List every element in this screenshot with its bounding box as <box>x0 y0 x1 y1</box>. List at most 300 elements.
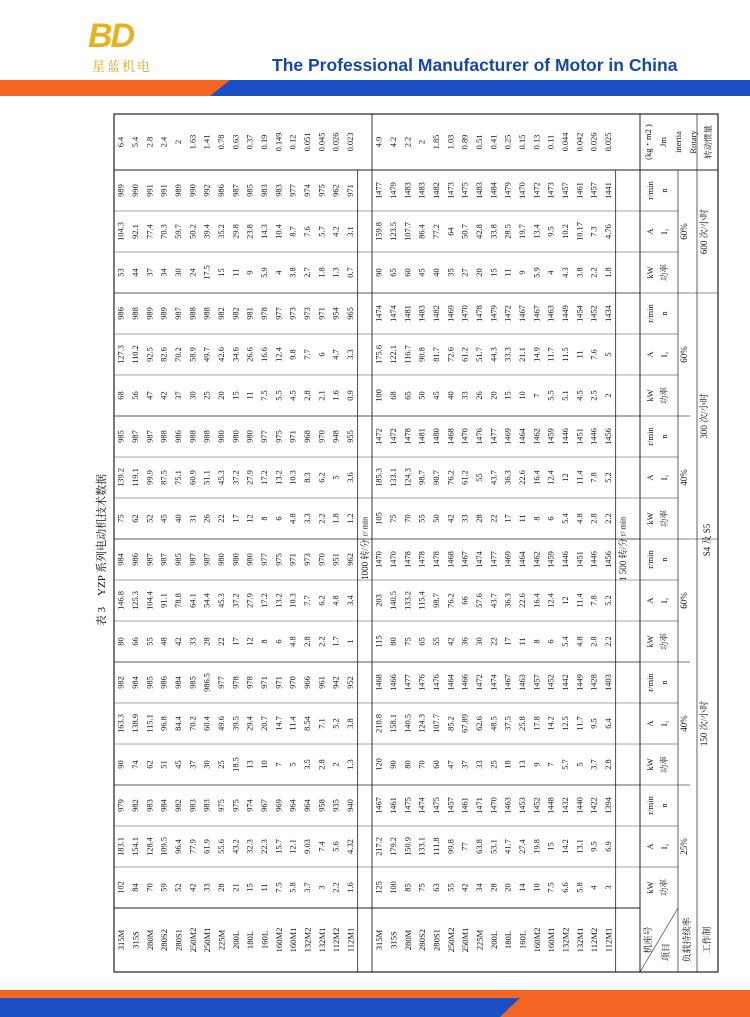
table-cell: 70 <box>145 883 155 892</box>
table-cell: 90 <box>389 760 398 769</box>
table-cell: 159.8 <box>374 222 384 241</box>
table-cell: 12 <box>245 514 255 523</box>
table-cell: 1472 <box>503 305 513 322</box>
header-inertia-line: 转动惯量 <box>703 124 713 160</box>
table-cell: 14.2 <box>561 839 570 854</box>
table-cell: 13.1 <box>575 839 585 854</box>
table-cell: 983 <box>145 799 155 812</box>
table-cell: 12.4 <box>546 593 556 608</box>
table-cell: 2.2 <box>589 267 599 278</box>
table-cell-inertia: 2.4 <box>159 136 169 148</box>
table-cell: 1434 <box>604 305 613 322</box>
table-cell: 42 <box>159 391 169 400</box>
table-cell: 1470 <box>374 551 384 568</box>
table-cell: 25.8 <box>518 716 527 731</box>
table-cell: 962 <box>331 184 341 197</box>
table-cell: 1468 <box>374 674 384 691</box>
table-cell: 4.5 <box>288 390 298 401</box>
table-cell: 1468 <box>446 551 456 568</box>
table-cell: 6 <box>274 516 284 521</box>
table-cell: 2.8 <box>303 636 312 647</box>
table-row-frame: 250M2 <box>187 927 198 953</box>
table-cell: 12.5 <box>561 716 570 731</box>
header-cycle: 300 次/小时 <box>699 393 709 439</box>
table-cell: 77 <box>460 842 470 851</box>
table-cell: 1483 <box>417 182 427 199</box>
table-cell: 1462 <box>532 428 542 445</box>
table-cell: 984 <box>159 799 169 812</box>
table-cell: 56 <box>131 391 140 400</box>
table-cell: 23.8 <box>245 224 255 239</box>
table-cell: 104.4 <box>145 591 155 610</box>
table-row-frame: 160M2 <box>273 927 284 953</box>
table-cell: 7.6 <box>303 226 312 237</box>
table-cell: 8 <box>260 516 269 521</box>
table-cell: 980 <box>217 430 226 443</box>
table-cell: 34 <box>159 268 169 277</box>
table-cell: 37 <box>188 760 198 769</box>
table-cell: 90.8 <box>417 347 427 362</box>
table-cell: 44.3 <box>489 347 499 362</box>
table-cell: 1464 <box>518 428 527 445</box>
table-cell: 7.8 <box>589 472 599 483</box>
table-cell: 99.8 <box>446 839 456 854</box>
table-cell: 22.3 <box>260 839 269 854</box>
table-cell: 11.7 <box>546 347 556 362</box>
table-cell: 971 <box>346 184 355 197</box>
table-cell: 12.4 <box>274 347 284 362</box>
table-cell: 988 <box>202 430 212 443</box>
table-cell: 40 <box>432 268 441 277</box>
table-cell: 52 <box>145 514 155 523</box>
header-power: 功率 <box>659 755 669 774</box>
table-cell: 1470 <box>518 182 527 199</box>
table-cell: 15 <box>546 842 556 851</box>
table-cell: 39.4 <box>202 224 212 239</box>
table-cell: 185.3 <box>374 468 384 487</box>
header-current-unit: A <box>645 228 655 235</box>
table-cell: 11.5 <box>561 347 570 362</box>
table-cell: 3.5 <box>303 759 312 770</box>
table-cell: 980 <box>245 430 255 443</box>
table-cell: 1.6 <box>331 390 341 401</box>
table-cell-inertia: 0.044 <box>561 132 570 152</box>
table-cell: 16.6 <box>260 347 269 362</box>
table-row-frame: 280S2 <box>159 929 170 951</box>
table-cell-inertia: 0.15 <box>518 134 527 150</box>
table-cell: 8.7 <box>288 226 298 237</box>
table-cell: 11.7 <box>575 716 585 731</box>
table-cell: 974 <box>303 184 312 197</box>
table-cell: 14.2 <box>546 716 556 731</box>
table-cell: 988 <box>188 430 198 443</box>
table-cell: 90 <box>116 760 126 769</box>
table-cell: 18.5 <box>231 757 241 772</box>
header-speed: n <box>659 434 669 439</box>
table-cell: 60 <box>403 268 413 277</box>
table-cell: 5.4 <box>561 636 570 647</box>
table-cell: 17 <box>503 514 513 523</box>
table-cell: 1481 <box>403 305 413 322</box>
table-cell: 3.8 <box>288 267 298 278</box>
table-cell: 20 <box>489 391 499 400</box>
table-cell: 40 <box>174 514 183 523</box>
table-cell: 9 <box>532 762 542 767</box>
table-cell: 982 <box>131 799 140 812</box>
table-cell: 8 <box>260 639 269 644</box>
table-cell: 1468 <box>446 428 456 445</box>
table-cell: 22 <box>217 637 226 646</box>
table-row-frame: 200L <box>488 930 499 950</box>
table-cell: 1394 <box>604 797 613 814</box>
table-cell: 971 <box>260 676 269 689</box>
table-cell: 37 <box>145 268 155 277</box>
table-cell: 971 <box>274 676 284 689</box>
table-cell: 1441 <box>604 182 613 199</box>
table-cell: 50 <box>432 514 441 523</box>
table-cell: 1475 <box>432 797 441 814</box>
table-cell: 1.8 <box>604 267 613 278</box>
table-cell-inertia: 0.12 <box>288 134 298 150</box>
table-cell: 58.9 <box>188 347 198 362</box>
table-cell: 983 <box>202 799 212 812</box>
header-power-unit: kW <box>645 266 655 279</box>
table-cell: 22 <box>217 514 226 523</box>
table-row-frame: 132M1 <box>316 927 327 953</box>
table-cell: 70.2 <box>174 347 183 362</box>
table-cell: 133.1 <box>417 837 427 856</box>
table-cell: 5.2 <box>331 718 341 729</box>
table-cell: 60.4 <box>202 716 212 731</box>
table-cell: 51 <box>159 760 169 769</box>
header-cycle: 600 次/小时 <box>699 208 709 255</box>
table-cell: 6.2 <box>317 595 327 606</box>
table-cell: 64.1 <box>188 593 198 608</box>
table-cell: 87.5 <box>159 470 169 485</box>
table-cell: 12.4 <box>546 470 556 485</box>
table-row-frame: 280M <box>144 929 155 951</box>
table-cell: 203 <box>374 594 384 607</box>
table-cell: 7.1 <box>317 718 327 729</box>
table-cell: 26 <box>475 391 484 400</box>
table-cell: 43.2 <box>231 839 241 854</box>
table-cell: 6 <box>546 639 556 644</box>
table-cell: 34 <box>475 883 484 892</box>
table-cell: 45.3 <box>217 470 226 485</box>
table-cell: 1403 <box>604 674 613 691</box>
table-cell: 982 <box>174 799 183 812</box>
table-cell-inertia: 5.4 <box>131 136 140 148</box>
table-cell: 77.2 <box>432 224 441 239</box>
table-cell: 36.3 <box>503 593 513 608</box>
table-cell: 970 <box>317 553 327 566</box>
table-cell-inertia: 0.11 <box>546 134 556 150</box>
table-cell: 3.3 <box>346 349 355 360</box>
table-cell: 10.4 <box>274 224 284 239</box>
table-cell: 1470 <box>460 428 470 445</box>
table-cell: 163.3 <box>116 714 126 733</box>
table-cell: 9.03 <box>303 839 312 854</box>
table-cell: 75.1 <box>174 470 183 485</box>
table-cell: 150.9 <box>403 837 413 856</box>
table-cell: 4.2 <box>331 226 341 237</box>
header-inertia-line: Jm <box>658 137 668 147</box>
header-current-unit: A <box>645 843 655 850</box>
table-row-frame: 112M2 <box>589 927 600 953</box>
table-cell: 35.2 <box>217 224 226 239</box>
header-duty-value: 60% <box>679 346 689 363</box>
table-cell: 80 <box>389 637 398 646</box>
table-cell: 9.5 <box>589 841 599 852</box>
table-cell: 1459 <box>546 551 556 568</box>
table-cell: 44 <box>131 268 140 277</box>
table-cell: 4.32 <box>346 839 355 854</box>
table-cell-inertia: 4.2 <box>389 136 398 148</box>
table-cell: 1478 <box>403 428 413 445</box>
table-cell: 982 <box>217 307 226 320</box>
table-cell: 13.2 <box>274 470 284 485</box>
table-cell: 989 <box>116 184 126 197</box>
header-work-system: 工作制 <box>702 926 712 954</box>
table-cell-inertia: 4.9 <box>374 136 384 148</box>
table-row-frame: 160M1 <box>288 927 299 953</box>
table-cell: 1476 <box>475 428 484 445</box>
table-cell: 4 <box>274 270 284 275</box>
table-cell: 7 <box>546 762 556 767</box>
table-cell: 1446 <box>561 551 570 568</box>
table-row-frame: 280M <box>402 929 413 951</box>
table-cell: 61.2 <box>460 470 470 485</box>
table-row-frame: 112M1 <box>345 927 356 953</box>
table-cell: 992 <box>202 184 212 197</box>
table-cell: 24 <box>188 268 198 277</box>
table-cell: 9 <box>245 270 255 275</box>
table-cell: 1463 <box>546 305 556 322</box>
table-cell: 981 <box>245 307 255 320</box>
table-cell: 1457 <box>589 182 599 199</box>
table-cell: 100 <box>374 389 384 402</box>
table-cell: 154.1 <box>131 837 140 856</box>
table-cell: 3.7 <box>589 759 599 770</box>
header-power-unit: kW <box>645 512 655 525</box>
table-cell: 1456 <box>604 551 613 568</box>
table-cell: 80 <box>403 760 413 769</box>
table-cell: 61.2 <box>460 347 470 362</box>
table-cell: 970 <box>317 430 327 443</box>
table-cell: 5.4 <box>561 513 570 524</box>
table-cell: 76.2 <box>446 593 456 608</box>
table-cell: 96.8 <box>159 716 169 731</box>
table-cell: 980 <box>245 553 255 566</box>
table-cell: 68 <box>389 391 398 400</box>
table-cell: 67.89 <box>460 714 470 733</box>
table-cell: 16.4 <box>532 593 542 608</box>
table-cell: 987 <box>202 553 212 566</box>
table-cell: 1464 <box>518 551 527 568</box>
table-cell: 1456 <box>604 428 613 445</box>
table-cell: 1448 <box>546 797 556 814</box>
table-cell: 1480 <box>432 428 441 445</box>
table-cell: 4.8 <box>288 513 298 524</box>
logo-chinese-name: 星蓝机电 <box>92 60 153 75</box>
table-cell: 2.7 <box>303 267 312 278</box>
table-cell: 96.4 <box>174 839 183 854</box>
table-cell: 55 <box>432 637 441 646</box>
table-cell: 987 <box>188 553 198 566</box>
table-cell: 84 <box>131 883 140 892</box>
table-cell: 7.4 <box>317 841 327 852</box>
table-cell: 49.6 <box>217 716 226 731</box>
table-cell: 55.6 <box>217 839 226 854</box>
header-duty-value: 25% <box>679 838 689 855</box>
table-cell: 7.5 <box>260 390 269 401</box>
table-cell: 65 <box>403 391 413 400</box>
table-cell: 979 <box>116 799 126 812</box>
table-cell: 1474 <box>417 797 427 814</box>
table-cell: 962 <box>346 553 355 566</box>
table-cell-inertia: 1.41 <box>202 134 212 150</box>
table-row-frame: 250M2 <box>445 927 456 953</box>
table-cell: 28.5 <box>503 224 513 239</box>
table-cell: 11 <box>231 268 241 277</box>
table-cell: 32.3 <box>245 839 255 854</box>
table-cell: 1469 <box>503 428 513 445</box>
table-cell: 964 <box>303 799 312 812</box>
table-cell: 5.7 <box>561 759 570 770</box>
table-cell: 1467 <box>532 305 542 322</box>
table-row-frame: 280S1 <box>173 929 184 951</box>
table-cell: 11.4 <box>575 470 585 485</box>
table-cell: 14.3 <box>260 224 269 239</box>
table-cell-inertia: 0.045 <box>317 132 327 152</box>
table-cell: 75 <box>417 883 427 892</box>
table-cell: 1474 <box>389 305 398 322</box>
table-cell: 100 <box>389 881 398 894</box>
header-current: I₁ <box>659 720 669 727</box>
table-cell: 36.3 <box>503 470 513 485</box>
table-cell: 110.2 <box>131 345 140 364</box>
table-cell: 2.5 <box>589 390 599 401</box>
table-cell: 15.7 <box>274 839 284 854</box>
table-cell: 102 <box>116 881 126 894</box>
table-cell: 111.8 <box>432 837 441 856</box>
table-cell: 1452 <box>589 305 599 322</box>
table-cell: 4.8 <box>575 636 585 647</box>
table-row-frame: 225M <box>216 929 227 951</box>
table-cell: 55 <box>475 473 484 482</box>
table-cell: 1477 <box>374 182 384 199</box>
top-color-band <box>0 80 750 96</box>
table-cell: 1446 <box>589 551 599 568</box>
table-cell: 1462 <box>532 551 542 568</box>
header-current: I₁ <box>659 228 669 235</box>
table-cell: 47 <box>145 391 155 400</box>
table-cell: 13 <box>518 760 527 769</box>
table-cell: 986 <box>174 430 183 443</box>
table-cell: 10.3 <box>288 593 298 608</box>
header-inertia-line: (kg・m2 ) <box>643 124 653 160</box>
table-cell: 123.5 <box>389 222 398 241</box>
table-cell: 42 <box>446 637 456 646</box>
table-cell: 1467 <box>374 797 384 814</box>
table-cell: 7.8 <box>589 595 599 606</box>
table-cell: 15 <box>503 391 513 400</box>
table-cell: 9.8 <box>288 349 298 360</box>
table-cell: 1457 <box>561 182 570 199</box>
table-row-frame: 250M1 <box>460 927 471 953</box>
table-cell: 75 <box>389 514 398 523</box>
table-cell: 1475 <box>460 182 470 199</box>
table-cell-inertia: 1.85 <box>432 134 441 150</box>
table-cell: 990 <box>131 184 140 197</box>
table-cell: 4.5 <box>575 390 585 401</box>
table-cell: 124.3 <box>403 468 413 487</box>
table-cell: 989 <box>159 307 169 320</box>
header-frame: 机座号 <box>643 926 653 954</box>
table-cell: 971 <box>317 307 327 320</box>
header-speed: n <box>659 803 669 808</box>
table-cell: 47 <box>446 760 456 769</box>
table-cell: 968 <box>303 430 312 443</box>
table-cell: 62.6 <box>475 716 484 731</box>
table-cell: 125 <box>374 881 384 894</box>
header-cycle: 150 次/小时 <box>699 700 709 747</box>
table-cell: 1466 <box>460 674 470 691</box>
table-cell: 12 <box>561 596 570 605</box>
table-cell: 133.2 <box>403 591 413 610</box>
table-cell: 133.1 <box>389 468 398 487</box>
table-cell: 966 <box>303 676 312 689</box>
header-duty-value: 60% <box>679 223 689 240</box>
table-cell: 5.7 <box>317 226 327 237</box>
table-cell: 1457 <box>446 797 456 814</box>
table-cell: 1477 <box>489 428 499 445</box>
header-speed-unit: r/min <box>645 427 655 446</box>
table-cell: 25 <box>217 760 226 769</box>
table-cell: 86.4 <box>417 224 427 239</box>
table-cell: 20.7 <box>260 716 269 731</box>
table-cell: 74 <box>131 760 140 769</box>
header-current-unit: A <box>645 351 655 358</box>
table-cell: 45.3 <box>217 593 226 608</box>
table-cell: 985 <box>174 553 183 566</box>
header-speed-unit: r/min <box>645 304 655 323</box>
table-cell: 987 <box>145 430 155 443</box>
table-row-frame: 315S <box>388 931 399 949</box>
table-cell: 64 <box>446 227 456 236</box>
table-cell: 92.1 <box>131 224 140 239</box>
table-cell: 1472 <box>532 182 542 199</box>
table-cell: 8.54 <box>303 716 312 731</box>
table-cell: 45 <box>159 514 169 523</box>
table-cell: 1422 <box>589 797 599 814</box>
table-cell: 92.5 <box>145 347 155 362</box>
table-cell: 10.3 <box>288 470 298 485</box>
table-cell: 973 <box>303 553 312 566</box>
table-cell: 59.7 <box>174 224 183 239</box>
table-cell: 984 <box>131 676 140 689</box>
table-cell: 1479 <box>389 182 398 199</box>
table-cell: 68 <box>116 391 126 400</box>
table-cell: 31 <box>188 514 198 523</box>
header-current: I₁ <box>659 597 669 604</box>
table-cell: 122.1 <box>389 345 398 364</box>
table-cell: 1467 <box>460 551 470 568</box>
table-cell: 2.2 <box>604 636 613 647</box>
table-cell: 10 <box>518 391 527 400</box>
table-cell: 55 <box>417 514 427 523</box>
table-cell: 57.6 <box>475 593 484 608</box>
